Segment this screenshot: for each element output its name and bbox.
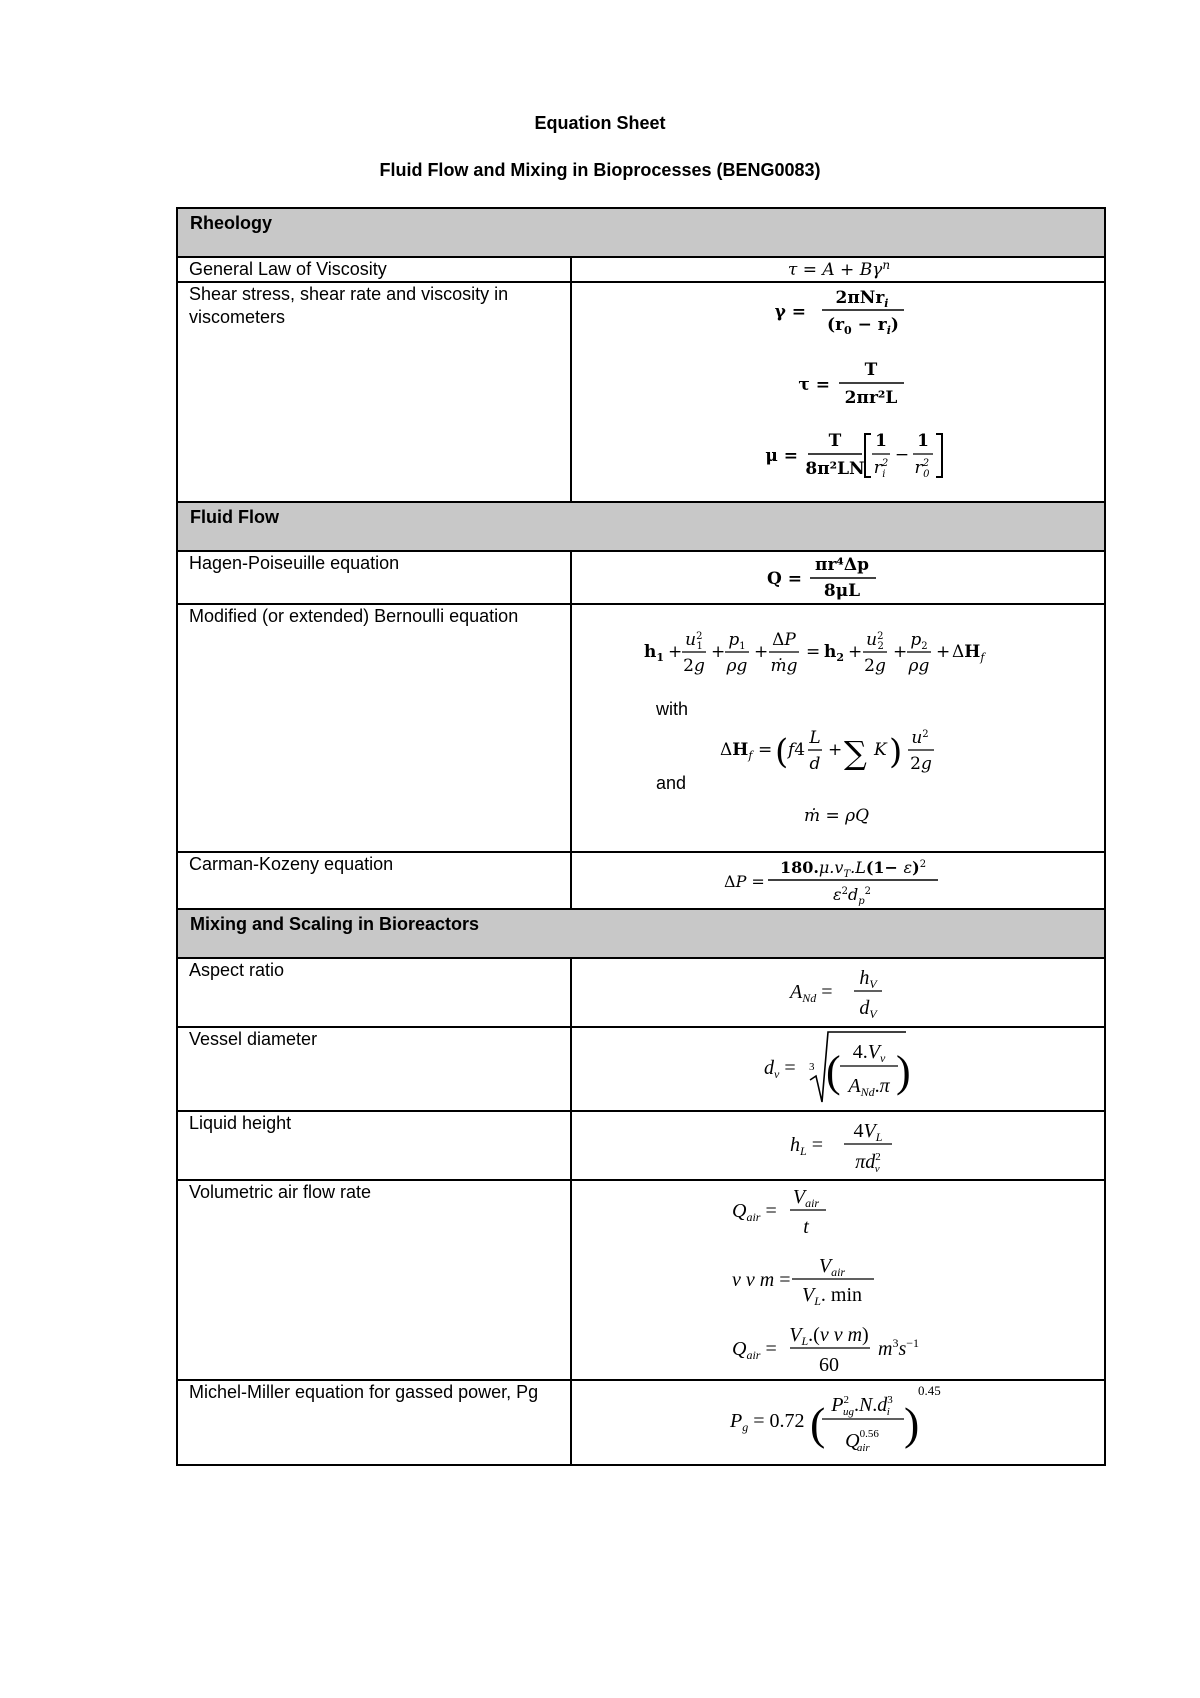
svg-text:(r0 − ri): $(r_0 - r_i)$ — [827, 315, 899, 337]
svg-text:VL. min: $V_L$. min — [801, 1284, 863, 1308]
svg-text:Q0.56air: $Q^{0.56}$ air — [845, 1428, 879, 1454]
svg-text:ε2dp2: $\varepsilon^2d_p^2$ — [833, 885, 871, 907]
svg-text:πd2v: $\pi d^2$ v — [855, 1151, 881, 1175]
equation-table — [176, 207, 1106, 1466]
svg-text:πr⁴Δp: πr⁴Δp — [815, 555, 869, 575]
svg-text:r2i: $r^2$ i — [873, 458, 889, 480]
equation-vessel-diameter — [571, 1027, 1105, 1111]
svg-text:τ = A + Bγn: $\tau = A + B\gamma^n$ — [787, 258, 891, 280]
svg-text:+: + — [828, 740, 843, 760]
svg-text:ρg: ρg — [726, 656, 748, 676]
section-header-mixing — [177, 909, 1105, 958]
svg-text:hV: $h_V$ — [859, 967, 877, 991]
page-subtitle: Fluid Flow and Mixing in Bioprocesses (BENG0083) — [379, 160, 821, 180]
svg-text:2πNri: 2πNr$_i$ — [835, 288, 889, 310]
page-title: Equation Sheet — [534, 113, 666, 133]
svg-text:−: − — [894, 445, 910, 465]
svg-text:1: 1 — [875, 431, 887, 451]
svg-text:+: + — [754, 642, 769, 662]
with-word: with — [656, 699, 689, 719]
svg-text:u21: $u^2$ 1 — [685, 630, 703, 652]
svg-text:t: t — [803, 1216, 809, 1238]
svg-text:p2: $p_2$ — [910, 630, 928, 652]
svg-text:(: ( — [810, 1398, 826, 1449]
svg-text:ṁg: ṁg — [770, 656, 798, 676]
table-row — [177, 1111, 1105, 1180]
svg-text:4.Vv: $4.V_v$ — [852, 1041, 886, 1065]
svg-text:ṁ = ρQ: ṁ = ρQ — [804, 806, 870, 826]
svg-text:p1: $p_1$ — [728, 630, 746, 652]
svg-text:2g: 2g — [910, 754, 932, 774]
svg-text:60: 60 — [819, 1354, 839, 1376]
equation-bernoulli — [571, 604, 1105, 852]
row-label: Modified (or extended) Bernoulli equation — [177, 604, 571, 852]
equation-aspect-ratio — [571, 958, 1105, 1027]
table-row — [177, 958, 1105, 1027]
svg-text:P2ug.N.d3i: $P^2$ $ug.N.d^3$ i — [831, 1394, 893, 1418]
svg-text:=: = — [758, 740, 773, 760]
svg-text:(: ( — [826, 1047, 841, 1096]
svg-text:L: L — [809, 728, 821, 748]
section-header-fluid-flow — [177, 502, 1105, 551]
table-row — [177, 604, 1105, 852]
section-title: Fluid Flow — [177, 502, 1105, 551]
svg-text:ANd =: $A_{Nd}$ = — [790, 981, 833, 1005]
svg-text:u2: $u^2$ — [911, 728, 929, 748]
svg-text:u22: $u^2$ 2 — [866, 630, 884, 652]
svg-text:f4: f4 — [788, 740, 806, 760]
svg-text:2g: 2g — [864, 656, 886, 676]
svg-text:ΔHf: $\Delta H_f$ — [720, 740, 753, 762]
svg-text:Pg = 0.72: $P_g = 0.72$ — [730, 1410, 805, 1434]
svg-text:2g: 2g — [683, 656, 705, 676]
svg-text:r20: $r^2$ 0 — [914, 458, 930, 480]
svg-text:+: + — [848, 642, 863, 662]
svg-text:μ =: μ = — [765, 446, 798, 466]
row-label: Shear stress, shear rate and viscosity in viscometers — [177, 282, 571, 502]
section-header-rheology — [177, 208, 1105, 257]
svg-text:ANd.π: $A_{Nd}.\pi$ — [848, 1075, 890, 1099]
svg-text:h2: $h_2$ — [824, 642, 845, 664]
equation-michel-miller — [571, 1380, 1105, 1465]
table-row — [177, 257, 1105, 282]
svg-text:ΔP =: ΔP = — [724, 872, 765, 891]
equation-hagen-poiseuille — [571, 551, 1105, 604]
row-label: Carman-Kozeny equation — [177, 852, 571, 909]
svg-text:γ =: γ = — [774, 302, 806, 322]
svg-text:Vair: $V_{air}$ — [792, 1186, 820, 1210]
equation-carman-kozeny — [571, 852, 1105, 909]
svg-text:8π²LN: 8π²LN — [805, 459, 865, 479]
svg-text:8μL: 8μL — [823, 581, 861, 601]
table-row — [177, 282, 1105, 502]
svg-text:m3s−1: $m^3s^{-1}$ — [878, 1336, 920, 1360]
svg-text:180.μ.vT.L(1− ε)2: $180.\mu.v_T.L(1- \varepsilon)^2$ — [779, 858, 927, 880]
svg-text:Qair =: $Q_{air}$ = — [732, 1338, 777, 1362]
svg-text:+: + — [711, 642, 726, 662]
and-word: and — [656, 773, 687, 793]
row-label: Volumetric air flow rate — [177, 1180, 571, 1380]
svg-text:+: + — [668, 642, 683, 662]
svg-text:+: + — [936, 642, 951, 662]
svg-text:): ) — [889, 732, 903, 772]
row-label: Hagen-Poiseuille equation — [177, 551, 571, 604]
table-row — [177, 1180, 1105, 1380]
svg-text:3: 3 — [809, 1061, 815, 1073]
row-label: Vessel diameter — [177, 1027, 571, 1111]
row-label: General Law of Viscosity — [177, 257, 571, 282]
svg-text:(: ( — [775, 732, 789, 772]
svg-text:=: = — [806, 642, 821, 662]
svg-text:∑: ∑ — [844, 734, 867, 772]
svg-text:ΔP: ΔP — [772, 630, 796, 650]
svg-text:): ) — [896, 1047, 911, 1096]
svg-text:0.45: 0.45 — [918, 1383, 941, 1398]
svg-text:+: + — [893, 642, 908, 662]
svg-text:h1: $h_1$ — [644, 642, 665, 664]
section-title: Rheology — [177, 208, 1105, 257]
svg-text:VL.(v v m): $V_L.(v$ v m) — [789, 1324, 869, 1348]
svg-text:2πr²L: 2πr²L — [844, 388, 898, 408]
svg-text:K: K — [874, 740, 887, 760]
svg-text:): ) — [904, 1398, 920, 1449]
row-label: Michel-Miller equation for gassed power, Pg — [177, 1380, 571, 1465]
svg-text:4VL: $4V_L$ — [853, 1120, 883, 1144]
equation-air-flow-rate — [571, 1180, 1105, 1380]
equation-viscometer — [571, 282, 1105, 502]
svg-text:dV: $d_V$ — [859, 997, 877, 1021]
svg-text:τ =: τ = — [798, 375, 830, 395]
equation-liquid-height — [571, 1111, 1105, 1180]
section-title: Mixing and Scaling in Bioreactors — [177, 909, 1105, 958]
svg-text:T: T — [864, 360, 878, 380]
svg-text:Q =: Q = — [767, 569, 802, 589]
svg-text:d: d — [809, 754, 821, 774]
svg-text:Vair: $V_{air}$ — [818, 1255, 846, 1279]
svg-text:dv =: $d_v$ = — [764, 1057, 796, 1081]
equation-general-law-viscosity — [571, 257, 1105, 282]
row-label: Liquid height — [177, 1111, 571, 1180]
svg-text:hL =: $h_L$ = — [790, 1134, 823, 1158]
svg-text:T: T — [828, 431, 842, 451]
table-row — [177, 852, 1105, 909]
svg-text:1: 1 — [917, 431, 929, 451]
svg-text:ΔHf: $\Delta H_f$ — [952, 642, 985, 664]
table-row — [177, 1380, 1105, 1465]
row-label: Aspect ratio — [177, 958, 571, 1027]
svg-text:Qair =: $Q_{air}$ = — [732, 1200, 777, 1224]
svg-text:ρg: ρg — [908, 656, 930, 676]
table-row — [177, 551, 1105, 604]
table-row — [177, 1027, 1105, 1111]
svg-text:v v m =: v v m = — [732, 1269, 791, 1291]
